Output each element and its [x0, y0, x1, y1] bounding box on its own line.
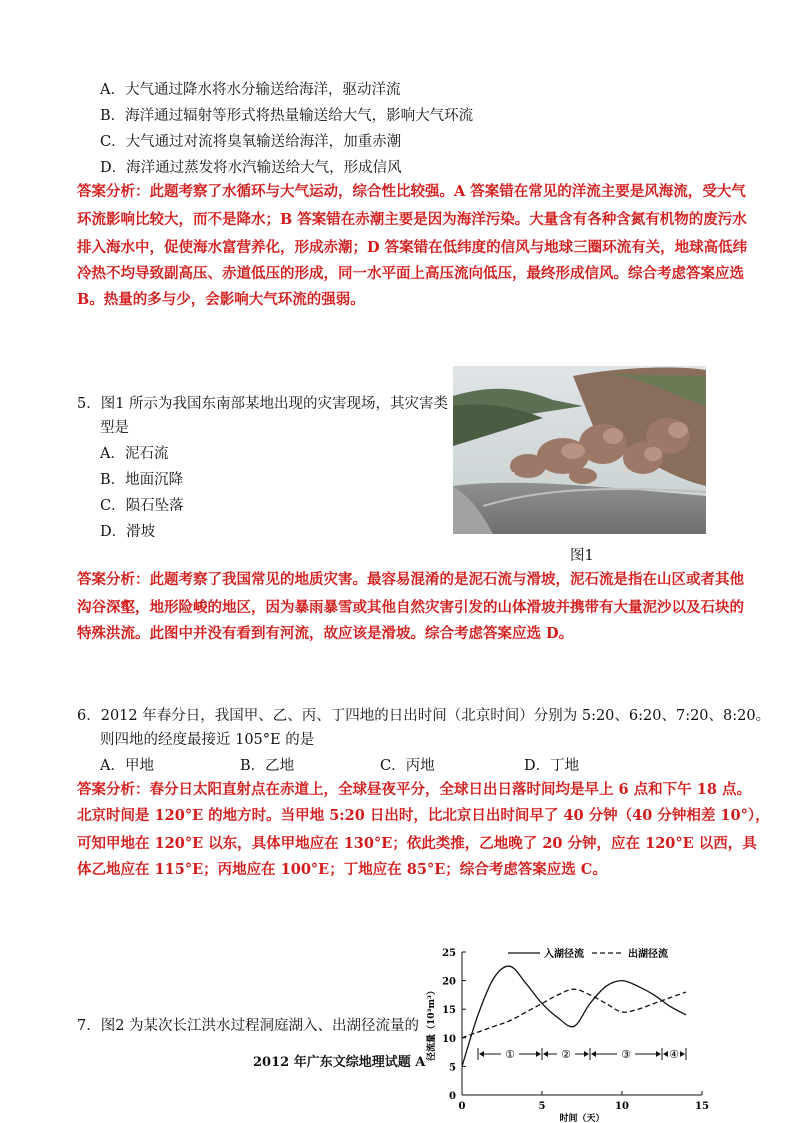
legend-label: 出湖径流 — [628, 949, 668, 960]
q6-stem: 则四地的经度最接近 105°E 的是 — [100, 732, 315, 748]
q5-answer-line: 答案分析：此题考察了我国常见的地质灾害。最容易混淆的是泥石流与滑坡，泥石流是指在山区或者其他 — [77, 571, 744, 588]
x-tick-label: 0 — [458, 1101, 466, 1112]
phase-arrowhead — [591, 1051, 596, 1057]
q4-option-c: C．大气通过对流将臭氧输送给海洋，加重赤潮 — [100, 134, 402, 150]
q5-answer-line: 特殊洪流。此图中并没有看到有河流，故应该是滑坡。综合考虑答案应选 D。 — [77, 625, 574, 642]
phase-arrowhead — [479, 1051, 484, 1057]
q5-option-b: B．地面沉降 — [100, 472, 184, 488]
q6-option-b: B．乙地 — [240, 758, 295, 774]
phase-arrowhead — [680, 1051, 685, 1057]
legend-label: 入湖径流 — [544, 949, 584, 960]
q4-answer-line: 冷热不均导致副高压、赤道低压的形成，同一水平面上高压流向低压，最终形成信风。综合考虑答案应选 — [77, 265, 744, 282]
y-axis-label: 径流量（10³m³） — [427, 986, 437, 1061]
q6-answer-line: 可知甲地在 120°E 以东，具体甲地应在 130°E；依此类推，乙地晚了 20 分钟，应在 120°E 以西，具 — [77, 835, 757, 852]
phase-arrowhead — [656, 1051, 661, 1057]
x-tick-label: 15 — [695, 1101, 709, 1112]
y-tick-label: 10 — [442, 1033, 456, 1045]
inflow-line — [462, 966, 686, 1066]
q5-answer-line: 沟谷深壑，地形险峻的地区，因为暴雨暴雪或其他自然灾害引发的山体滑坡并携带有大量泥沙以及石块的 — [77, 599, 744, 616]
phase-arrowhead — [536, 1051, 541, 1057]
q4-answer-line: B。热量的多与少，会影响大气环流的强弱。 — [77, 291, 365, 308]
q5-stem: 5．图1 所示为我国东南部某地出现的灾害现场，其灾害类 — [77, 396, 449, 412]
outflow-line — [462, 989, 686, 1038]
q6-answer-line: 北京时间是 120°E 的地方时。当甲地 5:20 日出时，比北京日出时间早了 40 分钟（40 分钟相差 10°）， — [77, 807, 770, 824]
q6-stem: 6．2012 年春分日，我国甲、乙、丙、丁四地的日出时间（北京时间）分别为 5:20、6:20、7:20、8:20。 — [77, 708, 771, 724]
y-tick-label: 25 — [442, 948, 456, 959]
y-tick-label: 15 — [442, 1005, 456, 1017]
figure-2-chart — [420, 940, 720, 1123]
y-tick-label: 20 — [442, 976, 456, 988]
q5-option-d: D．滑坡 — [100, 524, 156, 540]
phase-arrowhead — [663, 1051, 668, 1057]
q4-answer-line: 答案分析：此题考察了水循环与大气运动，综合性比较强。A 答案错在常见的洋流主要是风海流，受大气 — [77, 183, 746, 200]
q6-option-c: C．丙地 — [380, 758, 435, 774]
q6-option-a: A．甲地 — [100, 758, 154, 774]
q4-option-d: D．海洋通过蒸发将水汽输送给大气，形成信风 — [100, 160, 402, 176]
phase-arrowhead — [543, 1051, 548, 1057]
y-tick-label: 0 — [449, 1091, 456, 1102]
x-tick-label: 10 — [615, 1101, 629, 1112]
q5-option-c: C．陨石坠落 — [100, 498, 184, 514]
y-tick-label: 5 — [449, 1062, 456, 1074]
phase-label: ② — [561, 1048, 571, 1061]
landslide-photo — [453, 366, 706, 534]
q5-option-a: A．泥石流 — [100, 446, 169, 462]
q4-answer-line: 排入海水中，促使海水富营养化，形成赤潮；D 答案错在低纬度的信风与地球三圈环流有关，地球高低纬 — [77, 239, 748, 256]
phase-label: ① — [505, 1048, 515, 1061]
q6-answer-line: 答案分析：春分日太阳直射点在赤道上，全球昼夜平分，全球日出日落时间均是早上 6 点和下午 18 点。 — [77, 781, 751, 798]
x-axis-label: 时间（天） — [559, 1114, 605, 1123]
x-tick-label: 5 — [538, 1101, 546, 1112]
phase-label: ③ — [621, 1048, 631, 1061]
q4-answer-line: 环流影响比较大，而不是降水；B 答案错在赤潮主要是因为海洋污染。大量含有各种含氮有机物的废污水 — [77, 211, 747, 228]
q7-stem: 7．图2 为某次长江洪水过程洞庭湖入、出湖径流量的 — [77, 1018, 420, 1034]
q6-answer-line: 体乙地应在 115°E；丙地应在 100°E；丁地应在 85°E；综合考虑答案应选 C。 — [77, 861, 607, 878]
figure-1-caption: 图1 — [570, 548, 594, 564]
page-footer: 2012 年广东文综地理试题 A — [253, 1055, 426, 1070]
q4-option-b: B．海洋通过辐射等形式将热量输送给大气，影响大气环流 — [100, 108, 474, 124]
q6-option-d: D．丁地 — [524, 758, 580, 774]
q5-stem: 型是 — [100, 420, 129, 436]
phase-arrowhead — [584, 1051, 589, 1057]
q4-option-a: A．大气通过降水将水分输送给海洋，驱动洋流 — [100, 82, 401, 98]
phase-label: ④ — [669, 1048, 679, 1061]
